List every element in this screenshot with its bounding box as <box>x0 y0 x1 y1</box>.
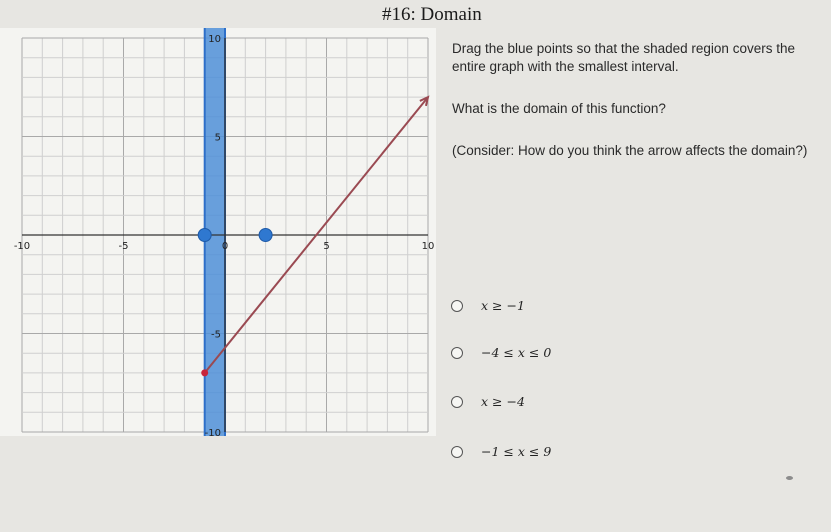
option-label: −4 ≤ x ≤ 0 <box>481 345 552 360</box>
option-4[interactable] <box>451 444 551 459</box>
option-1[interactable] <box>451 298 525 313</box>
x-tick-label: -5 <box>118 241 129 252</box>
x-tick-label: -10 <box>13 241 31 252</box>
option-3[interactable] <box>451 394 525 409</box>
radio-button[interactable] <box>451 347 463 359</box>
drag-handle[interactable] <box>259 229 272 242</box>
x-tick-label: 5 <box>323 241 330 252</box>
y-tick-label: -10 <box>204 428 221 436</box>
coordinate-graph[interactable] <box>0 28 436 436</box>
radio-button[interactable] <box>451 396 463 408</box>
graph-canvas[interactable] <box>0 28 436 436</box>
radio-button[interactable] <box>451 446 463 458</box>
question-domain: What is the domain of this function? <box>452 101 666 116</box>
option-label: −1 ≤ x ≤ 9 <box>481 444 552 459</box>
option-2[interactable] <box>451 345 551 360</box>
problem-title: #16: Domain <box>382 4 482 25</box>
x-tick-label: 0 <box>221 241 229 252</box>
option-label: x ≥ −1 <box>481 298 525 313</box>
drag-handle[interactable] <box>198 229 211 242</box>
status-dot <box>786 476 793 480</box>
line-start-point <box>201 369 208 376</box>
instructions-panel <box>452 40 827 184</box>
y-tick-label: 10 <box>208 34 221 45</box>
instruction-drag: Drag the blue points so that the shaded region covers the entire graph with the smallest interval. <box>452 41 795 74</box>
y-tick-label: -5 <box>211 329 221 341</box>
consider-note: (Consider: How do you think the arrow affects the domain?) <box>452 143 808 158</box>
option-label: x ≥ −4 <box>481 394 525 409</box>
y-tick-label: 5 <box>214 132 221 144</box>
radio-button[interactable] <box>451 300 463 312</box>
x-tick-label: 10 <box>421 241 435 252</box>
